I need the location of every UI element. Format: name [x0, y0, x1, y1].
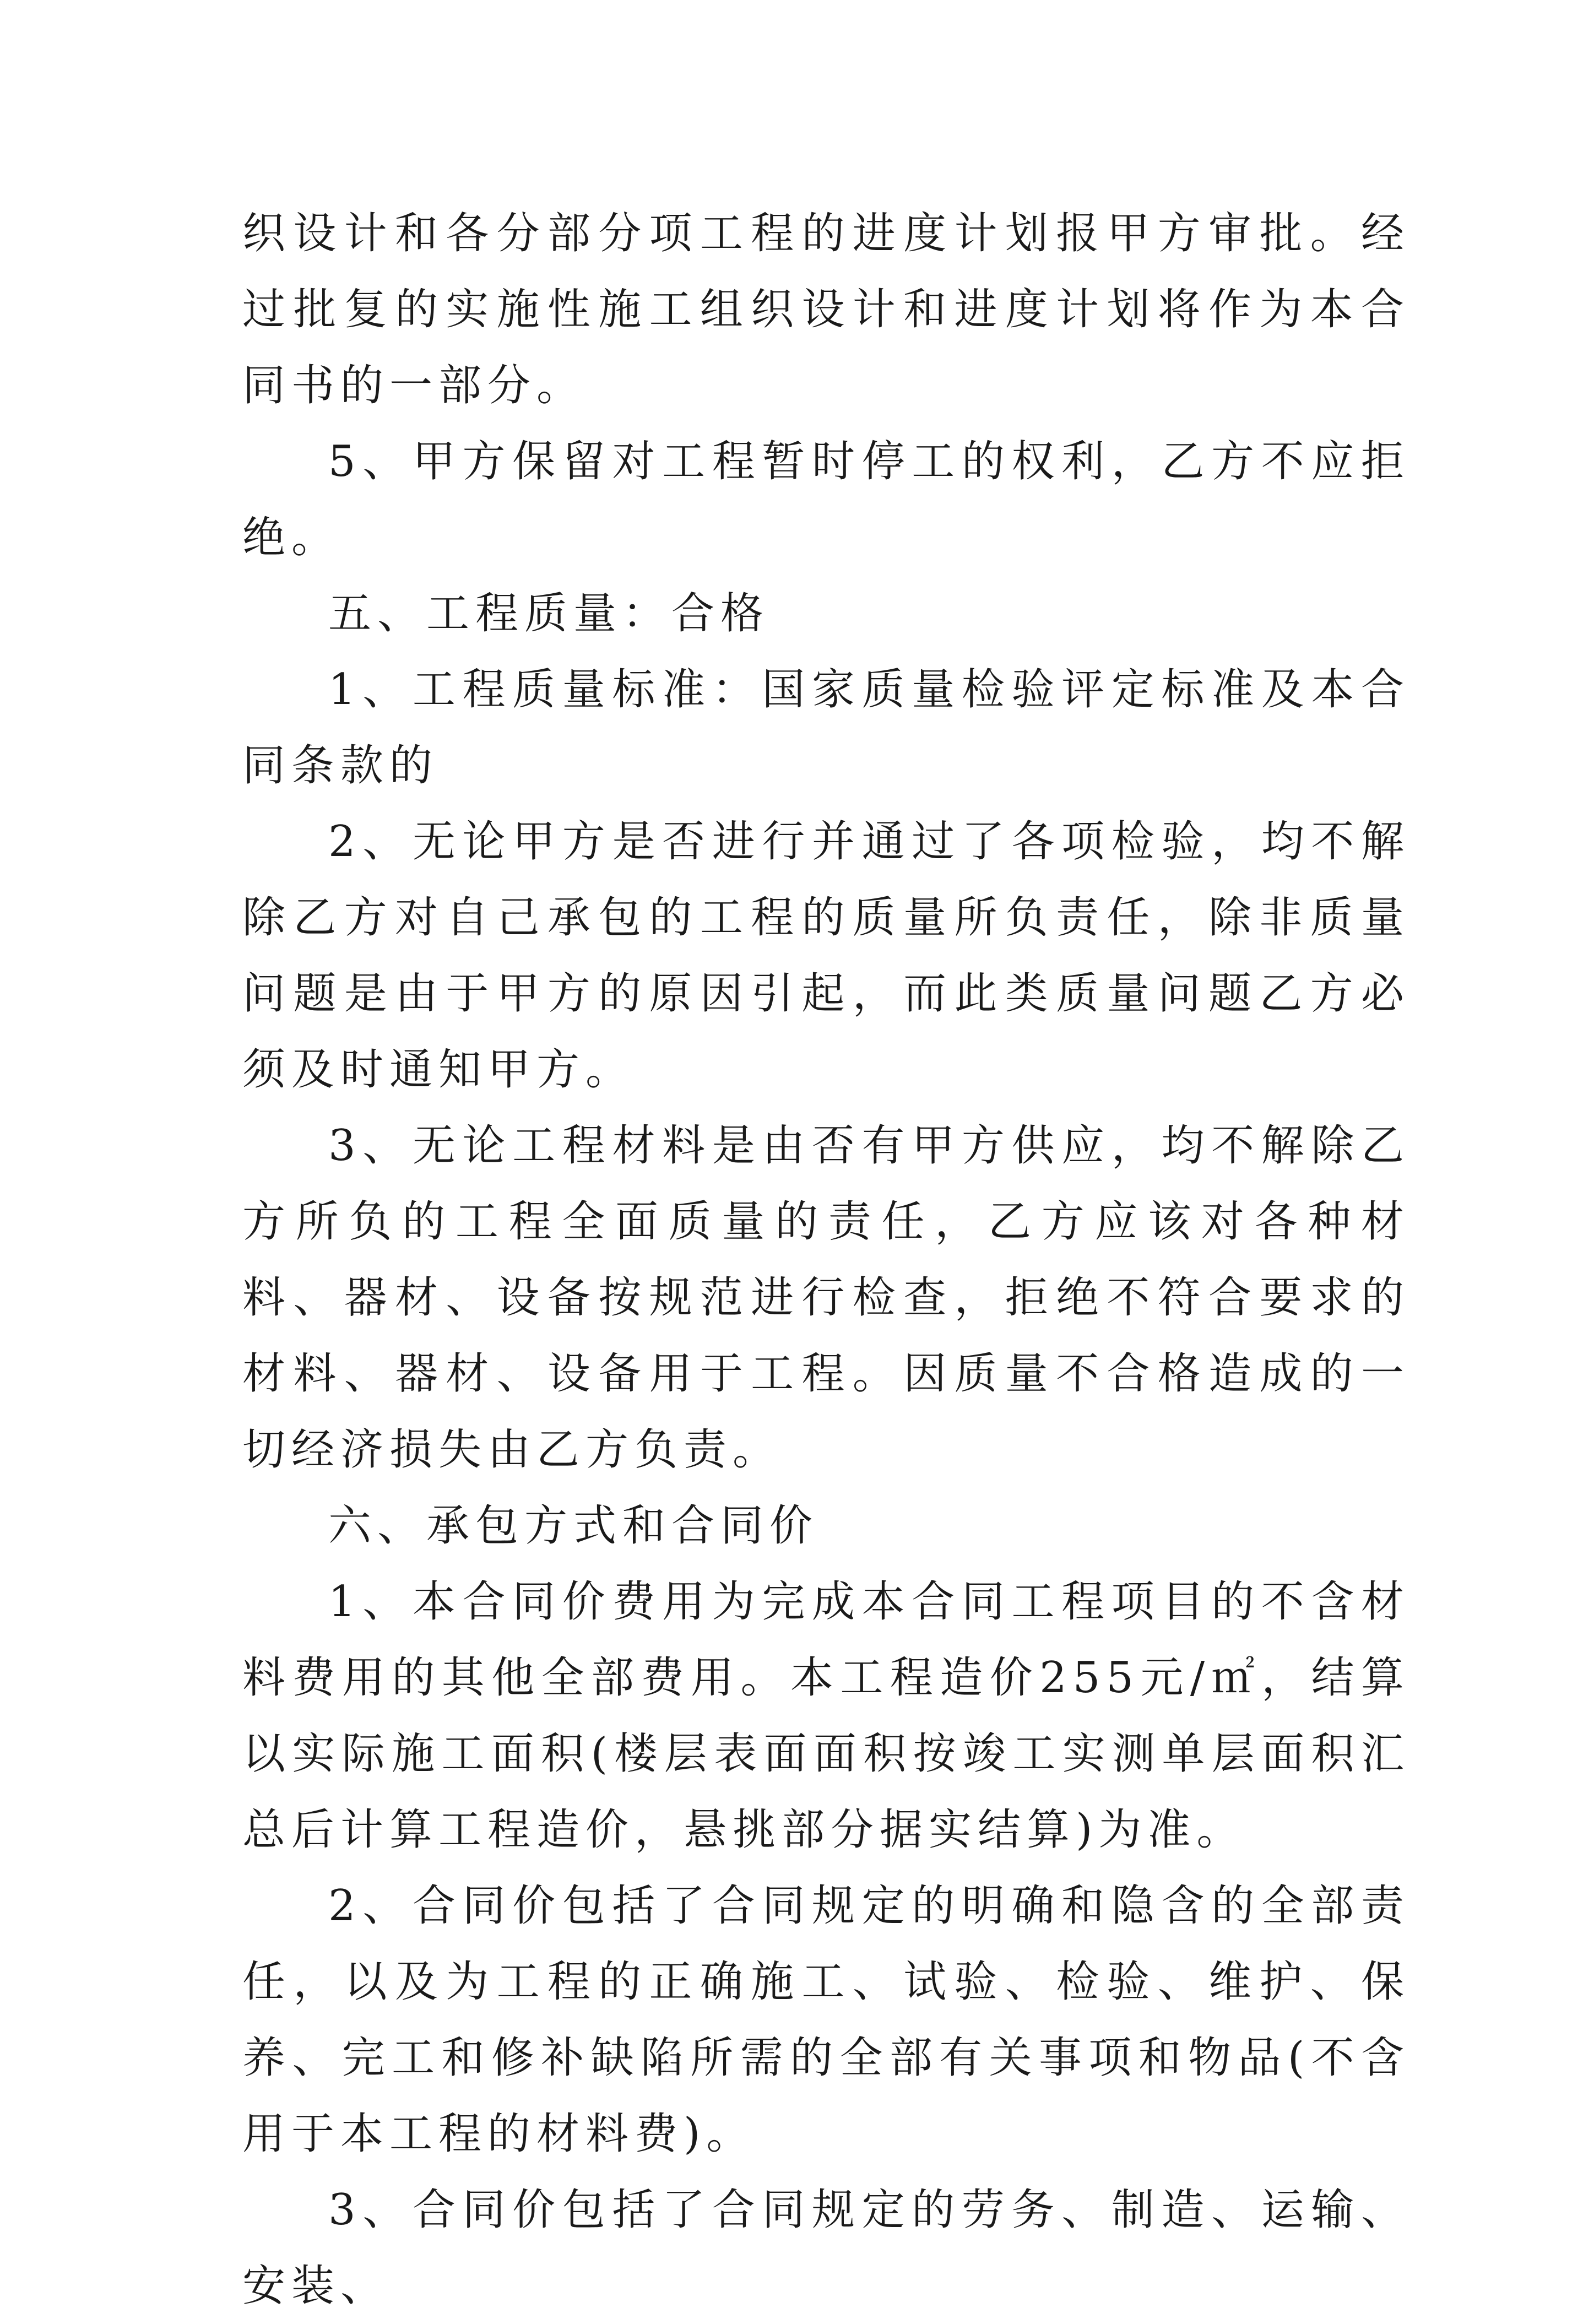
section-heading-quality: 五、工程质量：合格 [328, 589, 770, 638]
paragraph-item-5: 5、甲方保留对工程暂时停工的权利，乙方不应拒绝。 [242, 437, 1410, 562]
paragraph-quality-2: 2、无论甲方是否进行并通过了各项检验，均不解除乙方对自己承包的工程的质量所负责任，除非质量问题是由于甲方的原因引起，而此类质量问题乙方必须及时通知甲方。 [242, 817, 1410, 1095]
paragraph-price-3: 3、合同价包括了合同规定的劳务、制造、运输、安装、 [242, 2185, 1410, 2311]
document-body [242, 196, 1410, 2324]
section-heading-contract-price: 六、承包方式和合同价 [328, 1501, 819, 1551]
paragraph-continuation: 织设计和各分部分项工程的进度计划报甲方审批。经过批复的实施性施工组织设计和进度计划将作为本合同书的一部分。 [242, 209, 1410, 410]
paragraph-quality-1: 1、工程质量标准：国家质量检验评定标准及本合同条款的 [242, 665, 1410, 790]
paragraph-price-2: 2、合同价包括了合同规定的明确和隐含的全部责任，以及为工程的正确施工、试验、检验、维护、保养、完工和修补缺陷所需的全部有关事项和物品(不含用于本工程的材料费)。 [242, 1881, 1410, 2159]
paragraph-quality-3: 3、无论工程材料是由否有甲方供应，均不解除乙方所负的工程全面质量的责任，乙方应该对各种材料、器材、设备按规范进行检查，拒绝不符合要求的材料、器材、设备用于工程。因质量不合格造成的一切经济损失由乙方负责。 [242, 1121, 1410, 1475]
paragraph-price-1: 1、本合同价费用为完成本合同工程项目的不含材料费用的其他全部费用。本工程造价255元/㎡，结算以实际施工面积(楼层表面面积按竣工实测单层面积汇总后计算工程造价，悬挑部分据实结算)为准。 [242, 1577, 1410, 1855]
